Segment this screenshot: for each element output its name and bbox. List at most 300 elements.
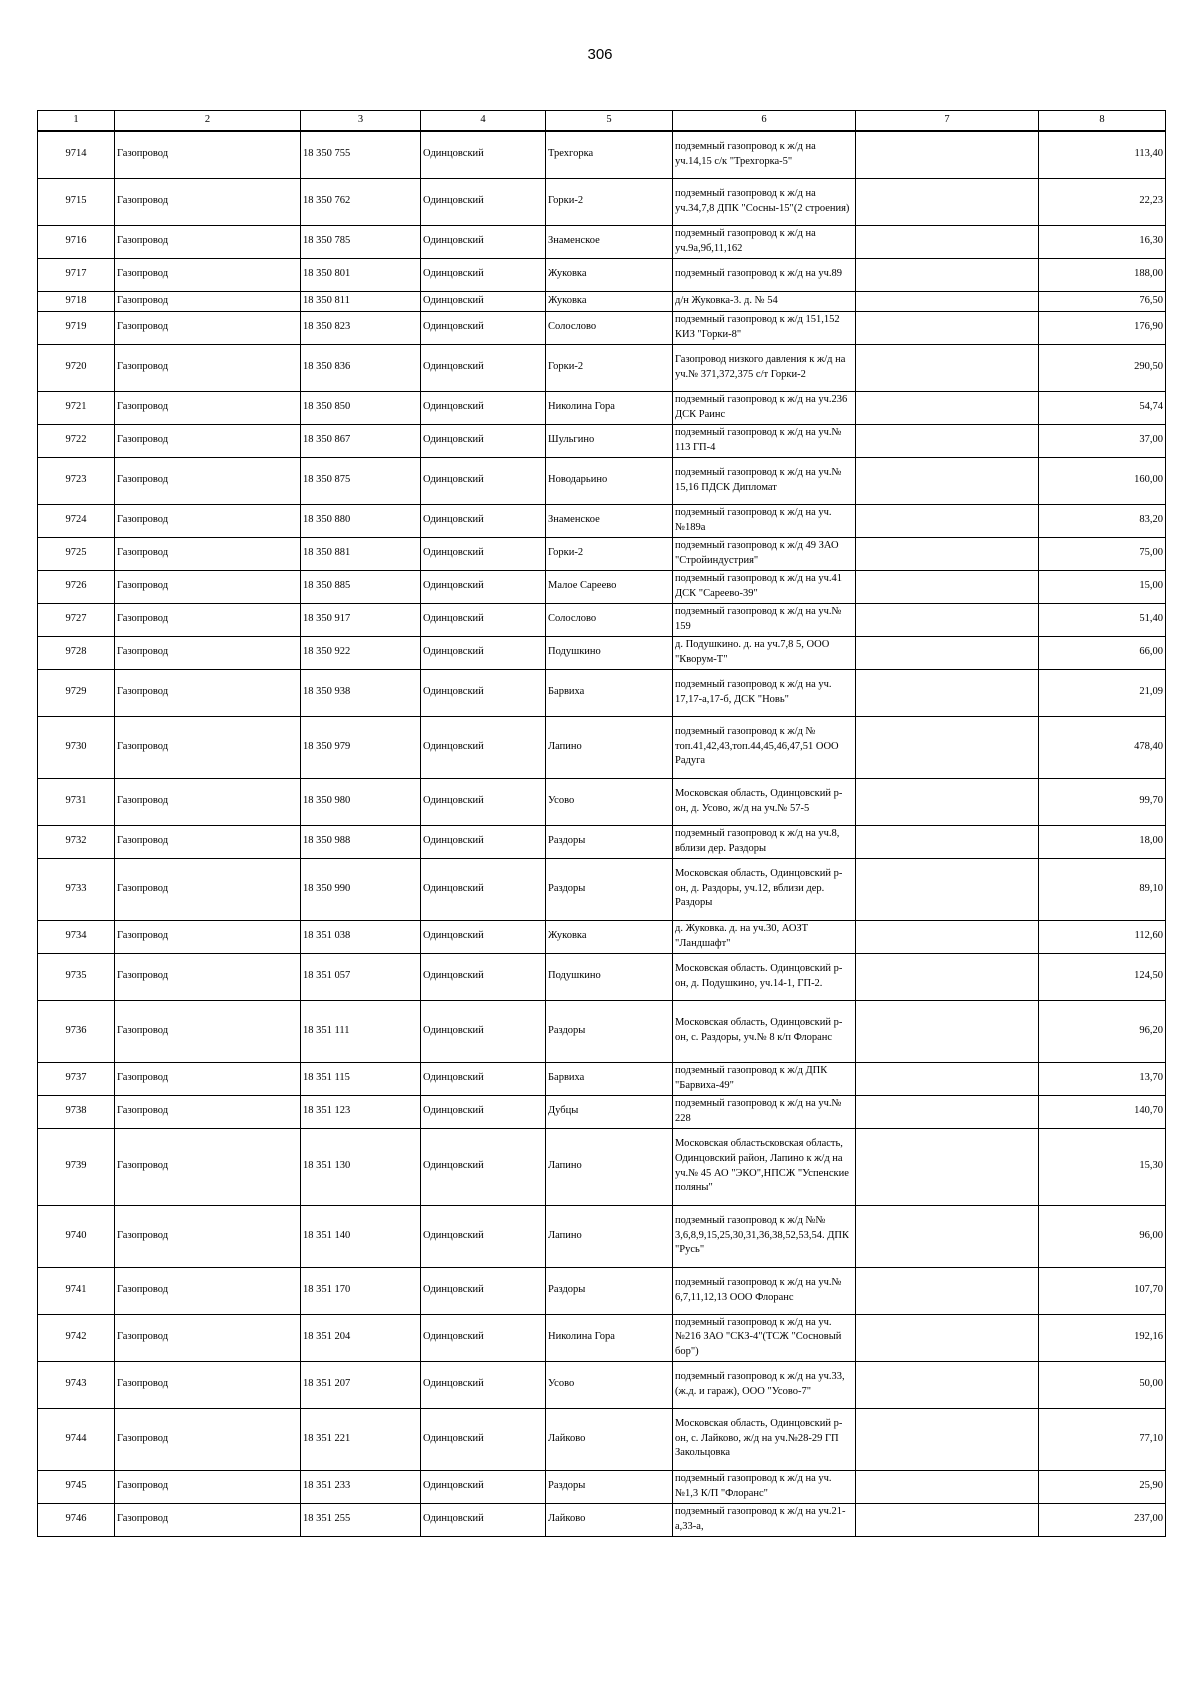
table-row <box>38 1128 1166 1205</box>
cell-length: 112,60 <box>1039 920 1166 953</box>
cell-description: подземный газопровод к ж/д на уч.№ 159 <box>673 603 856 636</box>
table-row <box>38 1062 1166 1095</box>
table-row <box>38 504 1166 537</box>
cell-district: Одинцовский <box>421 1000 546 1062</box>
cell-length: 83,20 <box>1039 504 1166 537</box>
cell-object-name: Газопровод <box>115 1408 301 1470</box>
cell-settlement: Трехгорка <box>546 131 673 178</box>
cell-row-number: 9721 <box>38 391 115 424</box>
table-row <box>38 1000 1166 1062</box>
cell-row-number: 9733 <box>38 858 115 920</box>
column-header: 2 <box>115 111 301 132</box>
cell-description: подземный газопровод к ж/д №№ 3,6,8,9,15,25,30,31,36,38,52,53,54. ДПК "Русь" <box>673 1205 856 1267</box>
cell-object-name: Газопровод <box>115 1000 301 1062</box>
cell-object-name: Газопровод <box>115 311 301 344</box>
table-row <box>38 457 1166 504</box>
cell-object-name: Газопровод <box>115 1205 301 1267</box>
cell-row-number: 9715 <box>38 178 115 225</box>
cell-district: Одинцовский <box>421 778 546 825</box>
cell-district: Одинцовский <box>421 537 546 570</box>
cell-description: подземный газопровод к ж/д на уч.21-а,33-а, <box>673 1503 856 1536</box>
cell-description: подземный газопровод к ж/д на уч.41 ДСК "Сареево-39" <box>673 570 856 603</box>
table-row <box>38 178 1166 225</box>
cell-row-number: 9720 <box>38 344 115 391</box>
cell-length: 16,30 <box>1039 225 1166 258</box>
cell-notes <box>856 1205 1039 1267</box>
cell-cadastral-number: 18 351 130 <box>301 1128 421 1205</box>
cell-district: Одинцовский <box>421 1503 546 1536</box>
cell-notes <box>856 570 1039 603</box>
cell-description: подземный газопровод к ж/д на уч.№ 15,16 ПДСК Дипломат <box>673 457 856 504</box>
cell-cadastral-number: 18 350 850 <box>301 391 421 424</box>
cell-notes <box>856 1314 1039 1361</box>
cell-description: подземный газопровод к ж/д № топ.41,42,43,топ.44,45,46,47,51 ООО Радуга <box>673 716 856 778</box>
cell-length: 124,50 <box>1039 953 1166 1000</box>
cell-cadastral-number: 18 351 204 <box>301 1314 421 1361</box>
cell-notes <box>856 457 1039 504</box>
column-header: 5 <box>546 111 673 132</box>
table-row <box>38 920 1166 953</box>
cell-district: Одинцовский <box>421 636 546 669</box>
cell-object-name: Газопровод <box>115 504 301 537</box>
cell-description: Московская область, Одинцовский р-он, д. Раздоры, уч.12, вблизи дер. Раздоры <box>673 858 856 920</box>
cell-description: подземный газопровод к ж/д на уч.14,15 с/к "Трехгорка-5" <box>673 131 856 178</box>
cell-row-number: 9718 <box>38 291 115 311</box>
cell-notes <box>856 1503 1039 1536</box>
cell-row-number: 9736 <box>38 1000 115 1062</box>
cell-cadastral-number: 18 350 867 <box>301 424 421 457</box>
cell-settlement: Горки-2 <box>546 537 673 570</box>
cell-description: подземный газопровод к ж/д на уч.89 <box>673 258 856 291</box>
cell-cadastral-number: 18 350 801 <box>301 258 421 291</box>
cell-object-name: Газопровод <box>115 778 301 825</box>
cell-notes <box>856 825 1039 858</box>
cell-settlement: Солослово <box>546 603 673 636</box>
cell-settlement: Жуковка <box>546 920 673 953</box>
cell-settlement: Усово <box>546 1361 673 1408</box>
cell-description: подземный газопровод к ж/д на уч.9а,9б,11,162 <box>673 225 856 258</box>
table-row <box>38 537 1166 570</box>
cell-cadastral-number: 18 351 221 <box>301 1408 421 1470</box>
cell-notes <box>856 953 1039 1000</box>
cell-length: 66,00 <box>1039 636 1166 669</box>
cell-district: Одинцовский <box>421 424 546 457</box>
cell-object-name: Газопровод <box>115 1267 301 1314</box>
table-row <box>38 1470 1166 1503</box>
cell-description: подземный газопровод к ж/д на уч.№ 228 <box>673 1095 856 1128</box>
cell-description: Московская область, Одинцовский р-он, с. Раздоры, уч.№ 8 к/п Флоранс <box>673 1000 856 1062</box>
cell-row-number: 9723 <box>38 457 115 504</box>
cell-object-name: Газопровод <box>115 391 301 424</box>
cell-description: д. Подушкино. д. на уч.7,8 5, ООО "Кворум-Т" <box>673 636 856 669</box>
cell-row-number: 9717 <box>38 258 115 291</box>
cell-description: подземный газопровод к ж/д ДПК "Барвиха-49" <box>673 1062 856 1095</box>
cell-settlement: Усово <box>546 778 673 825</box>
cell-district: Одинцовский <box>421 311 546 344</box>
cell-description: подземный газопровод к ж/д на уч.33, (ж.д. и гараж), ООО "Усово-7" <box>673 1361 856 1408</box>
cell-row-number: 9742 <box>38 1314 115 1361</box>
cell-length: 15,00 <box>1039 570 1166 603</box>
cell-notes <box>856 603 1039 636</box>
cell-length: 192,16 <box>1039 1314 1166 1361</box>
table-header-row <box>38 111 1166 132</box>
column-header: 1 <box>38 111 115 132</box>
cell-object-name: Газопровод <box>115 825 301 858</box>
cell-object-name: Газопровод <box>115 570 301 603</box>
cell-settlement: Подушкино <box>546 953 673 1000</box>
registry-table <box>37 110 1166 1537</box>
cell-district: Одинцовский <box>421 1205 546 1267</box>
cell-settlement: Николина Гора <box>546 1314 673 1361</box>
column-header: 7 <box>856 111 1039 132</box>
cell-object-name: Газопровод <box>115 716 301 778</box>
cell-description: Газопровод низкого давления к ж/д на уч.№ 371,372,375 с/т Горки-2 <box>673 344 856 391</box>
cell-row-number: 9731 <box>38 778 115 825</box>
cell-length: 54,74 <box>1039 391 1166 424</box>
cell-notes <box>856 1095 1039 1128</box>
cell-length: 13,70 <box>1039 1062 1166 1095</box>
cell-settlement: Лайково <box>546 1503 673 1536</box>
cell-notes <box>856 391 1039 424</box>
cell-notes <box>856 636 1039 669</box>
cell-row-number: 9738 <box>38 1095 115 1128</box>
table-row <box>38 1205 1166 1267</box>
cell-description: подземный газопровод к ж/д на уч.№ 113 ГП-4 <box>673 424 856 457</box>
cell-district: Одинцовский <box>421 603 546 636</box>
cell-row-number: 9746 <box>38 1503 115 1536</box>
table-row <box>38 858 1166 920</box>
cell-notes <box>856 311 1039 344</box>
cell-description: Московская область, Одинцовский р-он, д. Усово, ж/д на уч.№ 57-5 <box>673 778 856 825</box>
cell-settlement: Раздоры <box>546 825 673 858</box>
cell-cadastral-number: 18 351 207 <box>301 1361 421 1408</box>
column-header: 3 <box>301 111 421 132</box>
cell-cadastral-number: 18 351 255 <box>301 1503 421 1536</box>
cell-row-number: 9729 <box>38 669 115 716</box>
cell-cadastral-number: 18 350 885 <box>301 570 421 603</box>
cell-settlement: Лапино <box>546 716 673 778</box>
cell-district: Одинцовский <box>421 225 546 258</box>
page-number: 306 <box>587 46 613 63</box>
cell-row-number: 9744 <box>38 1408 115 1470</box>
cell-description: Московская областьсковская область, Одинцовский район, Лапино к ж/д на уч.№ 45 АО "ЭКО",НПСЖ "Успенские поляны" <box>673 1128 856 1205</box>
cell-cadastral-number: 18 350 917 <box>301 603 421 636</box>
cell-object-name: Газопровод <box>115 603 301 636</box>
cell-object-name: Газопровод <box>115 1095 301 1128</box>
cell-notes <box>856 178 1039 225</box>
cell-length: 176,90 <box>1039 311 1166 344</box>
table-row <box>38 1314 1166 1361</box>
cell-notes <box>856 778 1039 825</box>
cell-settlement: Лапино <box>546 1128 673 1205</box>
cell-cadastral-number: 18 350 922 <box>301 636 421 669</box>
cell-length: 107,70 <box>1039 1267 1166 1314</box>
cell-settlement: Шульгино <box>546 424 673 457</box>
cell-settlement: Знаменское <box>546 225 673 258</box>
cell-row-number: 9724 <box>38 504 115 537</box>
cell-description: подземный газопровод к ж/д 49 ЗАО "Стройиндустрия" <box>673 537 856 570</box>
cell-object-name: Газопровод <box>115 636 301 669</box>
cell-district: Одинцовский <box>421 1314 546 1361</box>
cell-object-name: Газопровод <box>115 537 301 570</box>
cell-row-number: 9732 <box>38 825 115 858</box>
table-row <box>38 225 1166 258</box>
cell-object-name: Газопровод <box>115 1470 301 1503</box>
column-header: 6 <box>673 111 856 132</box>
cell-object-name: Газопровод <box>115 424 301 457</box>
cell-length: 140,70 <box>1039 1095 1166 1128</box>
table-row <box>38 1503 1166 1536</box>
cell-object-name: Газопровод <box>115 1503 301 1536</box>
cell-length: 37,00 <box>1039 424 1166 457</box>
cell-settlement: Жуковка <box>546 258 673 291</box>
cell-object-name: Газопровод <box>115 131 301 178</box>
cell-length: 76,50 <box>1039 291 1166 311</box>
cell-cadastral-number: 18 350 836 <box>301 344 421 391</box>
cell-district: Одинцовский <box>421 1062 546 1095</box>
cell-district: Одинцовский <box>421 716 546 778</box>
cell-settlement: Горки-2 <box>546 178 673 225</box>
cell-cadastral-number: 18 350 938 <box>301 669 421 716</box>
cell-district: Одинцовский <box>421 457 546 504</box>
cell-length: 22,23 <box>1039 178 1166 225</box>
cell-row-number: 9740 <box>38 1205 115 1267</box>
cell-description: подземный газопровод к ж/д на уч.№ 6,7,11,12,13 ООО Флоранс <box>673 1267 856 1314</box>
cell-length: 237,00 <box>1039 1503 1166 1536</box>
cell-row-number: 9739 <box>38 1128 115 1205</box>
cell-notes <box>856 1000 1039 1062</box>
cell-settlement: Раздоры <box>546 1267 673 1314</box>
cell-object-name: Газопровод <box>115 225 301 258</box>
cell-settlement: Лапино <box>546 1205 673 1267</box>
cell-settlement: Малое Сареево <box>546 570 673 603</box>
cell-length: 50,00 <box>1039 1361 1166 1408</box>
cell-notes <box>856 258 1039 291</box>
cell-description: подземный газопровод к ж/д на уч. 17,17-а,17-б, ДСК "Новь" <box>673 669 856 716</box>
cell-notes <box>856 1128 1039 1205</box>
cell-object-name: Газопровод <box>115 1128 301 1205</box>
cell-length: 96,00 <box>1039 1205 1166 1267</box>
cell-notes <box>856 291 1039 311</box>
cell-length: 25,90 <box>1039 1470 1166 1503</box>
cell-notes <box>856 669 1039 716</box>
cell-settlement: Барвиха <box>546 1062 673 1095</box>
cell-district: Одинцовский <box>421 570 546 603</box>
cell-object-name: Газопровод <box>115 858 301 920</box>
table-row <box>38 424 1166 457</box>
cell-description: подземный газопровод к ж/д на уч.34,7,8 ДПК "Сосны-15"(2 строения) <box>673 178 856 225</box>
cell-description: подземный газопровод к ж/д на уч.№216 ЗАО "СКЗ-4"(ТСЖ "Сосновый бор") <box>673 1314 856 1361</box>
cell-description: подземный газопровод к ж/д на уч.№189а <box>673 504 856 537</box>
table-row <box>38 258 1166 291</box>
table-row <box>38 1408 1166 1470</box>
cell-cadastral-number: 18 350 823 <box>301 311 421 344</box>
cell-cadastral-number: 18 351 140 <box>301 1205 421 1267</box>
cell-cadastral-number: 18 350 980 <box>301 778 421 825</box>
cell-settlement: Раздоры <box>546 1000 673 1062</box>
cell-length: 188,00 <box>1039 258 1166 291</box>
cell-notes <box>856 1408 1039 1470</box>
cell-settlement: Дубцы <box>546 1095 673 1128</box>
cell-cadastral-number: 18 351 170 <box>301 1267 421 1314</box>
cell-description: д. Жуковка. д. на уч.30, АОЗТ "Ландшафт" <box>673 920 856 953</box>
cell-row-number: 9722 <box>38 424 115 457</box>
table-row <box>38 344 1166 391</box>
cell-district: Одинцовский <box>421 1408 546 1470</box>
cell-cadastral-number: 18 350 755 <box>301 131 421 178</box>
cell-notes <box>856 1361 1039 1408</box>
cell-cadastral-number: 18 350 762 <box>301 178 421 225</box>
cell-notes <box>856 858 1039 920</box>
cell-description: подземный газопровод к ж/д на уч.236 ДСК Раинс <box>673 391 856 424</box>
cell-notes <box>856 1062 1039 1095</box>
cell-settlement: Барвиха <box>546 669 673 716</box>
cell-object-name: Газопровод <box>115 669 301 716</box>
cell-cadastral-number: 18 350 881 <box>301 537 421 570</box>
cell-description: д/н Жуковка-3. д. № 54 <box>673 291 856 311</box>
table-row <box>38 953 1166 1000</box>
cell-row-number: 9737 <box>38 1062 115 1095</box>
cell-row-number: 9716 <box>38 225 115 258</box>
table-row <box>38 778 1166 825</box>
cell-object-name: Газопровод <box>115 1314 301 1361</box>
cell-notes <box>856 225 1039 258</box>
cell-district: Одинцовский <box>421 1267 546 1314</box>
cell-settlement: Новодарьино <box>546 457 673 504</box>
cell-length: 21,09 <box>1039 669 1166 716</box>
cell-cadastral-number: 18 351 123 <box>301 1095 421 1128</box>
cell-cadastral-number: 18 351 111 <box>301 1000 421 1062</box>
cell-row-number: 9726 <box>38 570 115 603</box>
table-row <box>38 1095 1166 1128</box>
cell-object-name: Газопровод <box>115 178 301 225</box>
cell-description: подземный газопровод к ж/д на уч.№1,3 К/П "Флоранс" <box>673 1470 856 1503</box>
cell-cadastral-number: 18 351 233 <box>301 1470 421 1503</box>
cell-district: Одинцовский <box>421 131 546 178</box>
cell-cadastral-number: 18 350 990 <box>301 858 421 920</box>
cell-length: 96,20 <box>1039 1000 1166 1062</box>
cell-settlement: Раздоры <box>546 1470 673 1503</box>
cell-district: Одинцовский <box>421 258 546 291</box>
cell-cadastral-number: 18 350 979 <box>301 716 421 778</box>
cell-length: 160,00 <box>1039 457 1166 504</box>
cell-length: 15,30 <box>1039 1128 1166 1205</box>
table-row <box>38 669 1166 716</box>
cell-length: 113,40 <box>1039 131 1166 178</box>
table-row <box>38 391 1166 424</box>
cell-settlement: Лайково <box>546 1408 673 1470</box>
cell-notes <box>856 716 1039 778</box>
table-row <box>38 570 1166 603</box>
cell-settlement: Знаменское <box>546 504 673 537</box>
cell-notes <box>856 1267 1039 1314</box>
cell-row-number: 9727 <box>38 603 115 636</box>
cell-cadastral-number: 18 351 038 <box>301 920 421 953</box>
cell-district: Одинцовский <box>421 178 546 225</box>
cell-cadastral-number: 18 351 057 <box>301 953 421 1000</box>
cell-length: 51,40 <box>1039 603 1166 636</box>
cell-settlement: Николина Гора <box>546 391 673 424</box>
cell-length: 89,10 <box>1039 858 1166 920</box>
cell-object-name: Газопровод <box>115 344 301 391</box>
cell-district: Одинцовский <box>421 920 546 953</box>
cell-row-number: 9745 <box>38 1470 115 1503</box>
cell-cadastral-number: 18 350 811 <box>301 291 421 311</box>
cell-cadastral-number: 18 350 988 <box>301 825 421 858</box>
cell-notes <box>856 1470 1039 1503</box>
cell-settlement: Подушкино <box>546 636 673 669</box>
cell-row-number: 9743 <box>38 1361 115 1408</box>
cell-object-name: Газопровод <box>115 1361 301 1408</box>
table-row <box>38 1267 1166 1314</box>
cell-description: подземный газопровод к ж/д на уч.8, вблизи дер. Раздоры <box>673 825 856 858</box>
cell-notes <box>856 504 1039 537</box>
cell-object-name: Газопровод <box>115 291 301 311</box>
cell-district: Одинцовский <box>421 344 546 391</box>
cell-settlement: Горки-2 <box>546 344 673 391</box>
cell-length: 478,40 <box>1039 716 1166 778</box>
cell-district: Одинцовский <box>421 669 546 716</box>
cell-notes <box>856 537 1039 570</box>
cell-district: Одинцовский <box>421 391 546 424</box>
cell-district: Одинцовский <box>421 825 546 858</box>
cell-object-name: Газопровод <box>115 920 301 953</box>
cell-length: 99,70 <box>1039 778 1166 825</box>
cell-description: Московская область. Одинцовский р-он, д. Подушкино, уч.14-1, ГП-2. <box>673 953 856 1000</box>
cell-district: Одинцовский <box>421 953 546 1000</box>
table-row <box>38 716 1166 778</box>
cell-row-number: 9728 <box>38 636 115 669</box>
cell-district: Одинцовский <box>421 858 546 920</box>
cell-district: Одинцовский <box>421 1128 546 1205</box>
cell-notes <box>856 131 1039 178</box>
cell-object-name: Газопровод <box>115 457 301 504</box>
cell-district: Одинцовский <box>421 1361 546 1408</box>
cell-district: Одинцовский <box>421 1095 546 1128</box>
cell-settlement: Жуковка <box>546 291 673 311</box>
cell-row-number: 9741 <box>38 1267 115 1314</box>
cell-length: 290,50 <box>1039 344 1166 391</box>
cell-row-number: 9719 <box>38 311 115 344</box>
cell-description: Московская область, Одинцовский р-он, с. Лайково, ж/д на уч.№28-29 ГП Закольцовка <box>673 1408 856 1470</box>
cell-settlement: Раздоры <box>546 858 673 920</box>
cell-settlement: Солослово <box>546 311 673 344</box>
cell-row-number: 9735 <box>38 953 115 1000</box>
cell-object-name: Газопровод <box>115 953 301 1000</box>
table-row <box>38 636 1166 669</box>
cell-cadastral-number: 18 351 115 <box>301 1062 421 1095</box>
column-header: 4 <box>421 111 546 132</box>
table-row <box>38 825 1166 858</box>
cell-object-name: Газопровод <box>115 1062 301 1095</box>
cell-cadastral-number: 18 350 785 <box>301 225 421 258</box>
cell-notes <box>856 920 1039 953</box>
table-row <box>38 131 1166 178</box>
column-header: 8 <box>1039 111 1166 132</box>
cell-row-number: 9714 <box>38 131 115 178</box>
cell-length: 18,00 <box>1039 825 1166 858</box>
table-row <box>38 311 1166 344</box>
table-row <box>38 603 1166 636</box>
cell-row-number: 9730 <box>38 716 115 778</box>
cell-district: Одинцовский <box>421 1470 546 1503</box>
cell-notes <box>856 424 1039 457</box>
cell-description: подземный газопровод к ж/д 151,152 КИЗ "Горки-8" <box>673 311 856 344</box>
table-row <box>38 291 1166 311</box>
cell-cadastral-number: 18 350 875 <box>301 457 421 504</box>
cell-district: Одинцовский <box>421 291 546 311</box>
table-row <box>38 1361 1166 1408</box>
